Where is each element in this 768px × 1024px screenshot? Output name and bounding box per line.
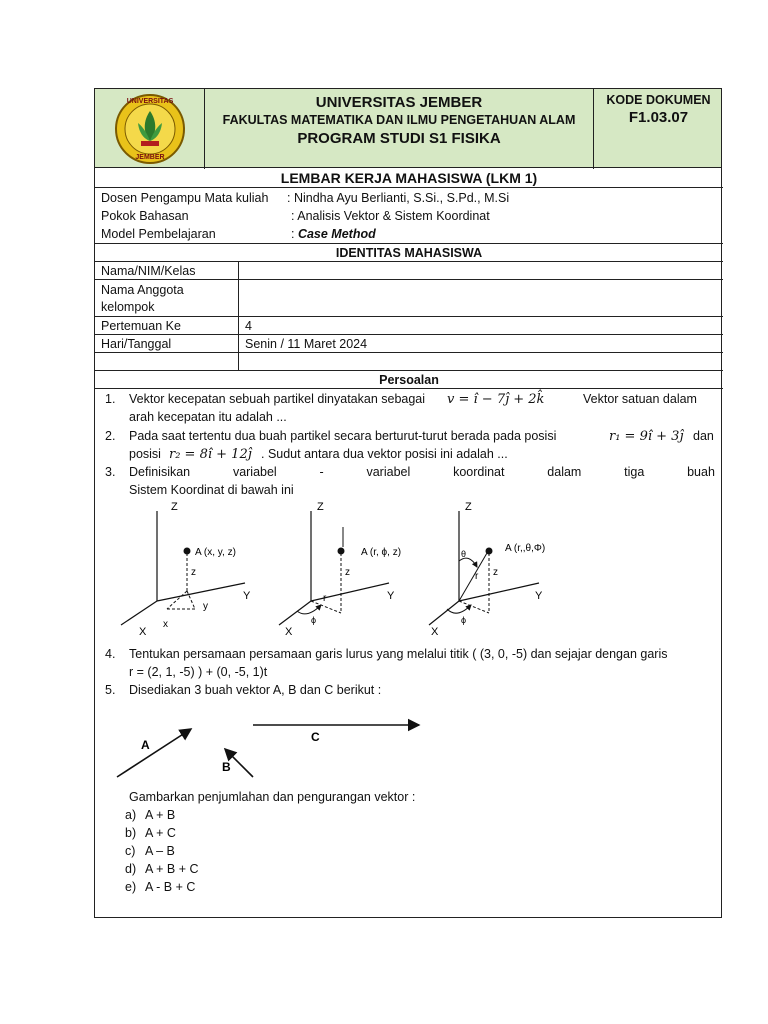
problems-area: 1. Vektor kecepatan sebuah partikel dinyatakan sebagai v = î − 7ĵ + 2k̂ Vektor satuan dalam arah kecepatan itu adalah ... 2. Pada saat tertentu dua buah partikel secara berturut-turut berada pada posisi r₁ = 9î + 3ĵ dan posisi r₂ = 8î + 12ĵ . Sudut antara dua vektor posisi ini adalah ... 3. Definisikan variabel - variabel koordinat dalam tiga buah Sistem Koordinat di bawah ini Z Y X A (x, y, z) z y x Z Y X A (r, ϕ, z) z r ϕ Z Y X A (r,,θ,Φ) z r θ ϕ 4. Tentukan persamaan persamaan garis lurus yang melalui titik ( (3, 0, -5) dan sejajar dengan garis r = (2, 1, -5) ) + (0, -5, 1)t 5. Disediakan 3 buah vektor A, B dan C berikut : A B C Gambarkan penjumlahan dan pengurangan vektor : a) A + B b) A + C c) A – B d) A + B + C e) A - B + C	[95, 389, 721, 916]
document-code-label: KODE DOKUMEN	[606, 93, 711, 107]
logo-cell	[95, 89, 205, 169]
lecturer-value: : Nindha Ayu Berlianti, S.Si., S.Pd., M.Si	[287, 191, 510, 205]
svg-text:Z: Z	[317, 501, 324, 513]
svg-text:ϕ: ϕ	[311, 615, 317, 625]
svg-text:Z: Z	[465, 501, 472, 513]
option-a: a) A + B	[125, 808, 176, 822]
vector-c-label: C	[311, 730, 320, 744]
vectors-figure	[95, 709, 721, 789]
x-label: X	[139, 626, 147, 638]
course-info	[95, 188, 723, 244]
point-label: A (x, y, z)	[195, 547, 236, 558]
x-axis	[121, 601, 157, 625]
program-name: PROGRAM STUDI S1 FISIKA	[297, 130, 501, 147]
topic-label: Pokok Bahasan	[101, 209, 189, 223]
position-vector-2: r₂ = 8î + 12ĵ	[169, 447, 252, 462]
lecturer-label: Dosen Pengampu Mata kuliah	[101, 191, 269, 205]
vector-a	[117, 729, 191, 777]
identity-row-date	[95, 335, 723, 353]
model-emphasis: Case Method	[297, 227, 376, 241]
task-instruction: Gambarkan penjumlahan dan pengurangan vektor :	[129, 790, 416, 804]
worksheet-body	[94, 168, 722, 918]
identity-title: IDENTITAS MAHASISWA	[95, 244, 723, 262]
option-b: b) A + C	[125, 826, 176, 840]
identity-row-empty	[95, 353, 723, 371]
vector-a-label: A	[141, 738, 150, 752]
identity-value: 4	[245, 319, 252, 333]
vector-b-label: B	[222, 760, 231, 774]
worksheet-title: LEMBAR KERJA MAHASISWA (LKM 1)	[95, 168, 723, 188]
university-logo	[95, 89, 205, 169]
model-label: Model Pembelajaran	[101, 227, 216, 241]
position-vector-1: r₁ = 9î + 3ĵ	[609, 429, 684, 444]
svg-text:θ: θ	[461, 549, 467, 559]
svg-text:z: z	[493, 567, 498, 578]
identity-row-meeting	[95, 317, 723, 335]
z-label: Z	[171, 501, 178, 513]
document-code: F1.03.07	[628, 109, 689, 126]
institution-cell	[205, 89, 594, 169]
logo-text-top: UNIVERSITAS	[126, 98, 174, 105]
identity-row-group	[95, 280, 723, 317]
topic-value: : Analisis Vektor & Sistem Koordinat	[291, 209, 490, 223]
coordinate-diagrams	[95, 501, 721, 641]
model-value: : Case Method	[291, 227, 376, 241]
logo-text-bottom: JEMBER	[135, 154, 165, 161]
svg-text:ϕ: ϕ	[461, 615, 467, 625]
university-name: UNIVERSITAS JEMBER	[315, 94, 483, 111]
svg-text:Y: Y	[387, 590, 395, 602]
identity-label: Pertemuan Ke	[101, 319, 181, 333]
y-label: Y	[243, 590, 251, 602]
identity-value: Senin / 11 Maret 2024	[245, 337, 368, 351]
svg-text:y: y	[203, 601, 208, 612]
point-label: A (r,,θ,Φ)	[505, 543, 546, 554]
document-header	[94, 88, 722, 168]
cylindrical-diagram	[279, 501, 401, 638]
identity-label: Hari/Tanggal	[101, 337, 172, 351]
svg-text:x: x	[163, 619, 168, 630]
point-label: A (r, ϕ, z)	[361, 547, 402, 558]
svg-text:z: z	[191, 567, 196, 578]
identity-label: Nama Anggota	[101, 283, 184, 297]
svg-text:X: X	[285, 626, 293, 638]
svg-text:Y: Y	[535, 590, 543, 602]
svg-text:r: r	[475, 571, 479, 582]
svg-text:r: r	[323, 593, 327, 604]
svg-text:z: z	[345, 567, 350, 578]
velocity-vector: v = î − 7ĵ + 2k̂	[447, 392, 545, 407]
problems-title: Persoalan	[95, 371, 723, 389]
identity-row-name	[95, 262, 723, 280]
identity-label: Nama/NIM/Kelas	[101, 264, 196, 278]
spherical-diagram	[429, 501, 545, 638]
option-d: d) A + B + C	[125, 862, 199, 876]
document-code-cell	[594, 89, 723, 169]
option-c: c) A – B	[125, 844, 175, 858]
identity-label-cont: kelompok	[101, 300, 155, 314]
option-e: e) A - B + C	[125, 880, 196, 894]
faculty-name: FAKULTAS MATEMATIKA DAN ILMU PENGETAHUAN ALAM	[222, 113, 576, 127]
svg-text:X: X	[431, 626, 439, 638]
cartesian-diagram	[121, 501, 251, 638]
y-axis	[157, 583, 245, 601]
